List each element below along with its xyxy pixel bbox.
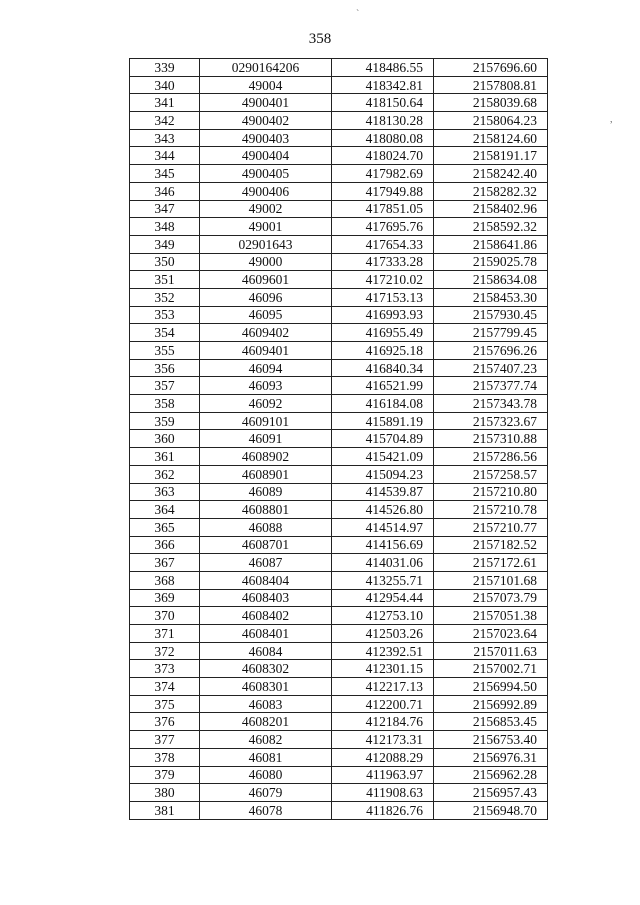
x-coordinate-cell: 412753.10 xyxy=(332,607,434,625)
y-coordinate-cell: 2157407.23 xyxy=(434,359,548,377)
point-code-cell: 49002 xyxy=(200,200,332,218)
point-code-cell: 4608302 xyxy=(200,660,332,678)
y-coordinate-cell: 2157696.60 xyxy=(434,59,548,77)
point-code-cell: 4900404 xyxy=(200,147,332,165)
point-code-cell: 4609401 xyxy=(200,342,332,360)
table-row xyxy=(130,518,548,536)
table-row xyxy=(130,695,548,713)
x-coordinate-cell: 418024.70 xyxy=(332,147,434,165)
point-code-cell: 4608404 xyxy=(200,571,332,589)
point-code-cell: 4900405 xyxy=(200,165,332,183)
table-row xyxy=(130,235,548,253)
y-coordinate-cell: 2158039.68 xyxy=(434,94,548,112)
y-coordinate-cell: 2157011.63 xyxy=(434,642,548,660)
x-coordinate-cell: 414031.06 xyxy=(332,554,434,572)
x-coordinate-cell: 415421.09 xyxy=(332,448,434,466)
table-row xyxy=(130,59,548,77)
y-coordinate-cell: 2158191.17 xyxy=(434,147,548,165)
point-code-cell: 46079 xyxy=(200,784,332,802)
row-number-cell: 371 xyxy=(130,625,200,643)
table-row xyxy=(130,342,548,360)
x-coordinate-cell: 411826.76 xyxy=(332,801,434,819)
x-coordinate-cell: 412503.26 xyxy=(332,625,434,643)
x-coordinate-cell: 411908.63 xyxy=(332,784,434,802)
point-code-cell: 49001 xyxy=(200,218,332,236)
row-number-cell: 362 xyxy=(130,465,200,483)
x-coordinate-cell: 417153.13 xyxy=(332,288,434,306)
y-coordinate-cell: 2157210.77 xyxy=(434,518,548,536)
row-number-cell: 353 xyxy=(130,306,200,324)
table-row xyxy=(130,713,548,731)
y-coordinate-cell: 2158124.60 xyxy=(434,129,548,147)
point-code-cell: 4608701 xyxy=(200,536,332,554)
x-coordinate-cell: 412173.31 xyxy=(332,731,434,749)
row-number-cell: 360 xyxy=(130,430,200,448)
x-coordinate-cell: 418150.64 xyxy=(332,94,434,112)
point-code-cell: 46096 xyxy=(200,288,332,306)
table-row xyxy=(130,501,548,519)
y-coordinate-cell: 2156994.50 xyxy=(434,678,548,696)
x-coordinate-cell: 414156.69 xyxy=(332,536,434,554)
x-coordinate-cell: 411963.97 xyxy=(332,766,434,784)
x-coordinate-cell: 417654.33 xyxy=(332,235,434,253)
point-code-cell: 4608201 xyxy=(200,713,332,731)
row-number-cell: 368 xyxy=(130,571,200,589)
point-code-cell: 46080 xyxy=(200,766,332,784)
row-number-cell: 355 xyxy=(130,342,200,360)
row-number-cell: 361 xyxy=(130,448,200,466)
scan-artifact-mark: ` xyxy=(356,9,360,20)
point-code-cell: 4608403 xyxy=(200,589,332,607)
y-coordinate-cell: 2157182.52 xyxy=(434,536,548,554)
table-row xyxy=(130,271,548,289)
point-code-cell: 46078 xyxy=(200,801,332,819)
table-row xyxy=(130,625,548,643)
row-number-cell: 340 xyxy=(130,76,200,94)
x-coordinate-cell: 418130.28 xyxy=(332,112,434,130)
x-coordinate-cell: 412088.29 xyxy=(332,748,434,766)
row-number-cell: 358 xyxy=(130,395,200,413)
y-coordinate-cell: 2157799.45 xyxy=(434,324,548,342)
y-coordinate-cell: 2157696.26 xyxy=(434,342,548,360)
y-coordinate-cell: 2157323.67 xyxy=(434,412,548,430)
y-coordinate-cell: 2157210.78 xyxy=(434,501,548,519)
y-coordinate-cell: 2157808.81 xyxy=(434,76,548,94)
coordinates-table xyxy=(129,58,548,820)
row-number-cell: 363 xyxy=(130,483,200,501)
row-number-cell: 379 xyxy=(130,766,200,784)
table-row xyxy=(130,377,548,395)
table-row xyxy=(130,129,548,147)
point-code-cell: 02901643 xyxy=(200,235,332,253)
y-coordinate-cell: 2158282.32 xyxy=(434,182,548,200)
x-coordinate-cell: 412392.51 xyxy=(332,642,434,660)
table-row xyxy=(130,147,548,165)
table-row xyxy=(130,288,548,306)
row-number-cell: 348 xyxy=(130,218,200,236)
y-coordinate-cell: 2157210.80 xyxy=(434,483,548,501)
point-code-cell: 46081 xyxy=(200,748,332,766)
x-coordinate-cell: 417333.28 xyxy=(332,253,434,271)
x-coordinate-cell: 414514.97 xyxy=(332,518,434,536)
row-number-cell: 373 xyxy=(130,660,200,678)
y-coordinate-cell: 2157343.78 xyxy=(434,395,548,413)
row-number-cell: 342 xyxy=(130,112,200,130)
table-row xyxy=(130,589,548,607)
table-row xyxy=(130,571,548,589)
y-coordinate-cell: 2158402.96 xyxy=(434,200,548,218)
row-number-cell: 370 xyxy=(130,607,200,625)
y-coordinate-cell: 2159025.78 xyxy=(434,253,548,271)
row-number-cell: 372 xyxy=(130,642,200,660)
x-coordinate-cell: 416925.18 xyxy=(332,342,434,360)
table-row xyxy=(130,766,548,784)
row-number-cell: 349 xyxy=(130,235,200,253)
table-row xyxy=(130,324,548,342)
y-coordinate-cell: 2157930.45 xyxy=(434,306,548,324)
point-code-cell: 46091 xyxy=(200,430,332,448)
table-row xyxy=(130,112,548,130)
x-coordinate-cell: 416993.93 xyxy=(332,306,434,324)
x-coordinate-cell: 417982.69 xyxy=(332,165,434,183)
row-number-cell: 359 xyxy=(130,412,200,430)
row-number-cell: 376 xyxy=(130,713,200,731)
x-coordinate-cell: 412184.76 xyxy=(332,713,434,731)
coordinates-table-body xyxy=(130,59,548,820)
x-coordinate-cell: 412954.44 xyxy=(332,589,434,607)
y-coordinate-cell: 2157377.74 xyxy=(434,377,548,395)
point-code-cell: 4900402 xyxy=(200,112,332,130)
row-number-cell: 351 xyxy=(130,271,200,289)
point-code-cell: 4608901 xyxy=(200,465,332,483)
y-coordinate-cell: 2157101.68 xyxy=(434,571,548,589)
table-row xyxy=(130,395,548,413)
y-coordinate-cell: 2156962.28 xyxy=(434,766,548,784)
x-coordinate-cell: 413255.71 xyxy=(332,571,434,589)
point-code-cell: 4608401 xyxy=(200,625,332,643)
point-code-cell: 49004 xyxy=(200,76,332,94)
row-number-cell: 367 xyxy=(130,554,200,572)
point-code-cell: 4608402 xyxy=(200,607,332,625)
row-number-cell: 375 xyxy=(130,695,200,713)
row-number-cell: 344 xyxy=(130,147,200,165)
row-number-cell: 350 xyxy=(130,253,200,271)
point-code-cell: 46092 xyxy=(200,395,332,413)
point-code-cell: 4900401 xyxy=(200,94,332,112)
table-row xyxy=(130,642,548,660)
row-number-cell: 366 xyxy=(130,536,200,554)
row-number-cell: 357 xyxy=(130,377,200,395)
y-coordinate-cell: 2157172.61 xyxy=(434,554,548,572)
x-coordinate-cell: 414526.80 xyxy=(332,501,434,519)
table-row xyxy=(130,412,548,430)
x-coordinate-cell: 416184.08 xyxy=(332,395,434,413)
table-row xyxy=(130,218,548,236)
table-row xyxy=(130,731,548,749)
x-coordinate-cell: 416840.34 xyxy=(332,359,434,377)
y-coordinate-cell: 2158641.86 xyxy=(434,235,548,253)
point-code-cell: 46084 xyxy=(200,642,332,660)
row-number-cell: 374 xyxy=(130,678,200,696)
page-number: 358 xyxy=(308,31,332,47)
y-coordinate-cell: 2157286.56 xyxy=(434,448,548,466)
y-coordinate-cell: 2157002.71 xyxy=(434,660,548,678)
x-coordinate-cell: 415094.23 xyxy=(332,465,434,483)
table-row xyxy=(130,748,548,766)
x-coordinate-cell: 417210.02 xyxy=(332,271,434,289)
point-code-cell: 0290164206 xyxy=(200,59,332,77)
point-code-cell: 4609402 xyxy=(200,324,332,342)
y-coordinate-cell: 2158453.30 xyxy=(434,288,548,306)
table-row xyxy=(130,94,548,112)
y-coordinate-cell: 2156853.45 xyxy=(434,713,548,731)
row-number-cell: 356 xyxy=(130,359,200,377)
point-code-cell: 49000 xyxy=(200,253,332,271)
table-row xyxy=(130,359,548,377)
table-row xyxy=(130,448,548,466)
x-coordinate-cell: 415704.89 xyxy=(332,430,434,448)
row-number-cell: 381 xyxy=(130,801,200,819)
table-row xyxy=(130,200,548,218)
point-code-cell: 4608801 xyxy=(200,501,332,519)
point-code-cell: 46093 xyxy=(200,377,332,395)
table-row xyxy=(130,660,548,678)
x-coordinate-cell: 412217.13 xyxy=(332,678,434,696)
row-number-cell: 365 xyxy=(130,518,200,536)
x-coordinate-cell: 415891.19 xyxy=(332,412,434,430)
y-coordinate-cell: 2156753.40 xyxy=(434,731,548,749)
row-number-cell: 341 xyxy=(130,94,200,112)
x-coordinate-cell: 416521.99 xyxy=(332,377,434,395)
table-row xyxy=(130,607,548,625)
table-row xyxy=(130,430,548,448)
y-coordinate-cell: 2156976.31 xyxy=(434,748,548,766)
x-coordinate-cell: 412200.71 xyxy=(332,695,434,713)
point-code-cell: 4900403 xyxy=(200,129,332,147)
row-number-cell: 380 xyxy=(130,784,200,802)
x-coordinate-cell: 418080.08 xyxy=(332,129,434,147)
x-coordinate-cell: 414539.87 xyxy=(332,483,434,501)
point-code-cell: 46083 xyxy=(200,695,332,713)
point-code-cell: 4609101 xyxy=(200,412,332,430)
row-number-cell: 345 xyxy=(130,165,200,183)
table-row xyxy=(130,465,548,483)
row-number-cell: 346 xyxy=(130,182,200,200)
x-coordinate-cell: 412301.15 xyxy=(332,660,434,678)
point-code-cell: 46088 xyxy=(200,518,332,536)
table-row xyxy=(130,483,548,501)
row-number-cell: 364 xyxy=(130,501,200,519)
x-coordinate-cell: 416955.49 xyxy=(332,324,434,342)
point-code-cell: 4608301 xyxy=(200,678,332,696)
y-coordinate-cell: 2157023.64 xyxy=(434,625,548,643)
table-row xyxy=(130,76,548,94)
row-number-cell: 378 xyxy=(130,748,200,766)
point-code-cell: 46095 xyxy=(200,306,332,324)
row-number-cell: 339 xyxy=(130,59,200,77)
scan-artifact-mark: , xyxy=(610,114,613,125)
x-coordinate-cell: 417695.76 xyxy=(332,218,434,236)
y-coordinate-cell: 2158064.23 xyxy=(434,112,548,130)
point-code-cell: 4608902 xyxy=(200,448,332,466)
table-row xyxy=(130,536,548,554)
x-coordinate-cell: 417851.05 xyxy=(332,200,434,218)
point-code-cell: 46089 xyxy=(200,483,332,501)
y-coordinate-cell: 2156948.70 xyxy=(434,801,548,819)
table-row xyxy=(130,165,548,183)
point-code-cell: 46087 xyxy=(200,554,332,572)
point-code-cell: 46094 xyxy=(200,359,332,377)
y-coordinate-cell: 2157051.38 xyxy=(434,607,548,625)
table-row xyxy=(130,182,548,200)
table-row xyxy=(130,253,548,271)
table-row xyxy=(130,801,548,819)
table-row xyxy=(130,784,548,802)
x-coordinate-cell: 417949.88 xyxy=(332,182,434,200)
point-code-cell: 4900406 xyxy=(200,182,332,200)
row-number-cell: 354 xyxy=(130,324,200,342)
x-coordinate-cell: 418486.55 xyxy=(332,59,434,77)
table-row xyxy=(130,306,548,324)
x-coordinate-cell: 418342.81 xyxy=(332,76,434,94)
y-coordinate-cell: 2158242.40 xyxy=(434,165,548,183)
row-number-cell: 369 xyxy=(130,589,200,607)
y-coordinate-cell: 2157310.88 xyxy=(434,430,548,448)
point-code-cell: 4609601 xyxy=(200,271,332,289)
y-coordinate-cell: 2158592.32 xyxy=(434,218,548,236)
row-number-cell: 352 xyxy=(130,288,200,306)
y-coordinate-cell: 2156957.43 xyxy=(434,784,548,802)
row-number-cell: 377 xyxy=(130,731,200,749)
y-coordinate-cell: 2157073.79 xyxy=(434,589,548,607)
table-row xyxy=(130,678,548,696)
table-row xyxy=(130,554,548,572)
point-code-cell: 46082 xyxy=(200,731,332,749)
row-number-cell: 343 xyxy=(130,129,200,147)
y-coordinate-cell: 2157258.57 xyxy=(434,465,548,483)
y-coordinate-cell: 2156992.89 xyxy=(434,695,548,713)
y-coordinate-cell: 2158634.08 xyxy=(434,271,548,289)
row-number-cell: 347 xyxy=(130,200,200,218)
